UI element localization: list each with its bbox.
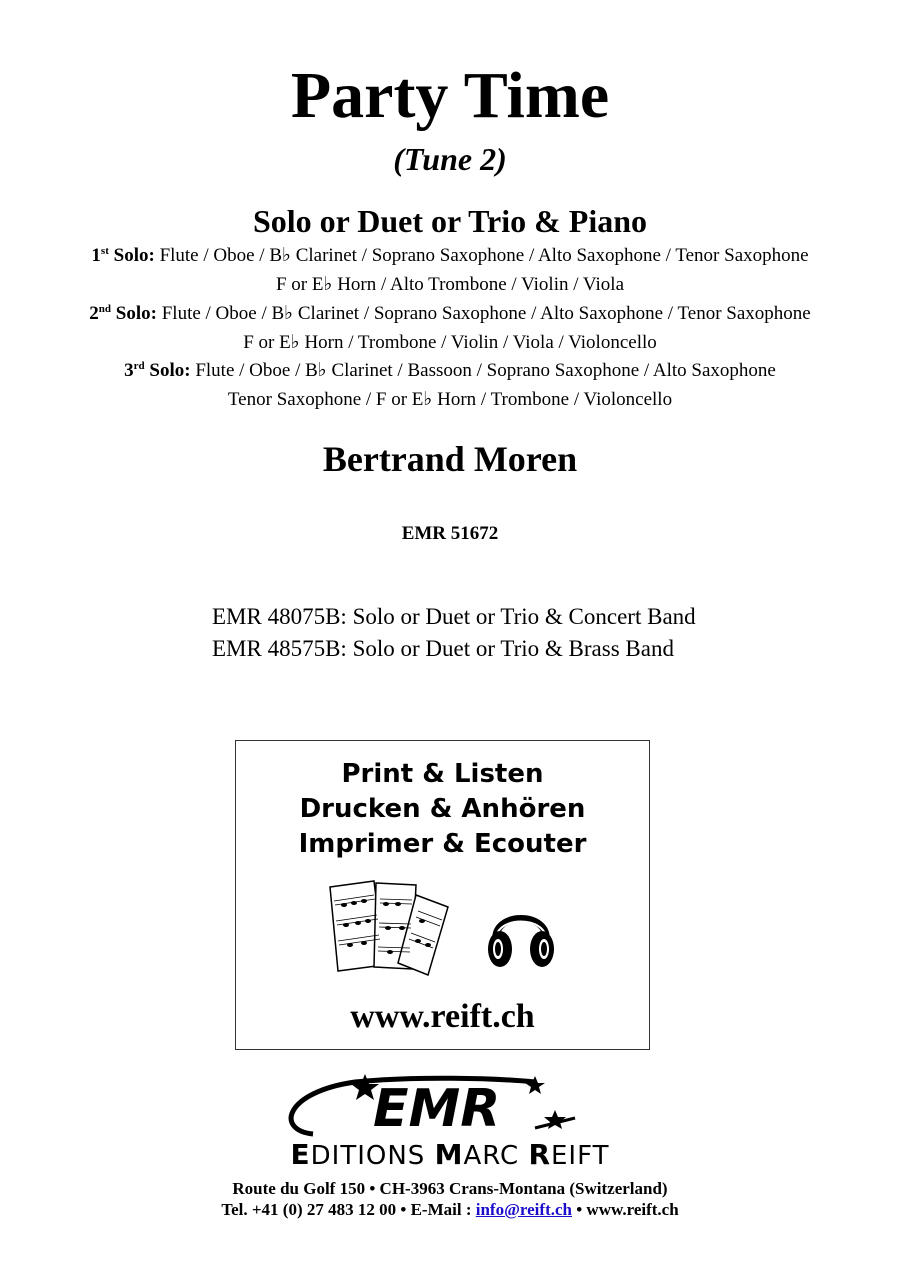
logo-letters: EMR: [373, 1079, 501, 1139]
publisher-address: Route du Golf 150 • CH-3963 Crans-Montana (Switzerland): [232, 1179, 668, 1198]
solo-1-line-1: 1st Solo: Flute / Oboe / B♭ Clarinet / Soprano Saxophone / Alto Saxophone / Tenor Saxophone: [91, 245, 809, 266]
composer: Bertrand Moren: [322, 439, 578, 479]
solo-1-line-2: F or E♭ Horn / Alto Trombone / Violin / Viola: [275, 274, 624, 295]
publisher-name: EDITIONS MARC REIFT: [290, 1138, 610, 1171]
print-listen-de: Drucken & Anhören: [299, 794, 586, 824]
title: Party Time: [290, 59, 610, 132]
emr-logo-icon: [235, 1072, 665, 1142]
headphones-icon: [486, 893, 556, 973]
print-listen-box: [235, 740, 650, 1050]
sheet-music-icon: [324, 877, 454, 977]
subtitle: (Tune 2): [393, 141, 507, 177]
alt-edition-brass-band: EMR 48575B: Solo or Duet or Trio & Brass Band: [212, 636, 674, 661]
solo-3-line-1: 3rd Solo: Flute / Oboe / B♭ Clarinet / Bassoon / Soprano Saxophone / Alto Saxophone: [124, 360, 776, 381]
catalog-number: EMR 51672: [401, 523, 499, 544]
solo-3-line-2: Tenor Saxophone / F or E♭ Horn / Trombone / Violoncello: [227, 389, 673, 410]
alt-edition-concert-band: EMR 48075B: Solo or Duet or Trio & Concert Band: [212, 604, 696, 629]
email-link[interactable]: info@reift.ch: [475, 1200, 572, 1219]
print-listen-en: Print & Listen: [341, 759, 544, 789]
solo-2-line-2: F or E♭ Horn / Trombone / Violin / Viola / Violoncello: [243, 332, 657, 353]
print-listen-fr: Imprimer & Ecouter: [298, 829, 587, 859]
solo-2-line-1: 2nd Solo: Flute / Oboe / B♭ Clarinet / Soprano Saxophone / Alto Saxophone / Tenor Saxophone: [89, 303, 811, 324]
scoring-heading: Solo or Duet or Trio & Piano: [252, 203, 648, 239]
publisher-contact: Tel. +41 (0) 27 483 12 00 • E-Mail : info@reift.ch • www.reift.ch: [221, 1200, 679, 1219]
website-url[interactable]: www.reift.ch: [350, 998, 535, 1035]
